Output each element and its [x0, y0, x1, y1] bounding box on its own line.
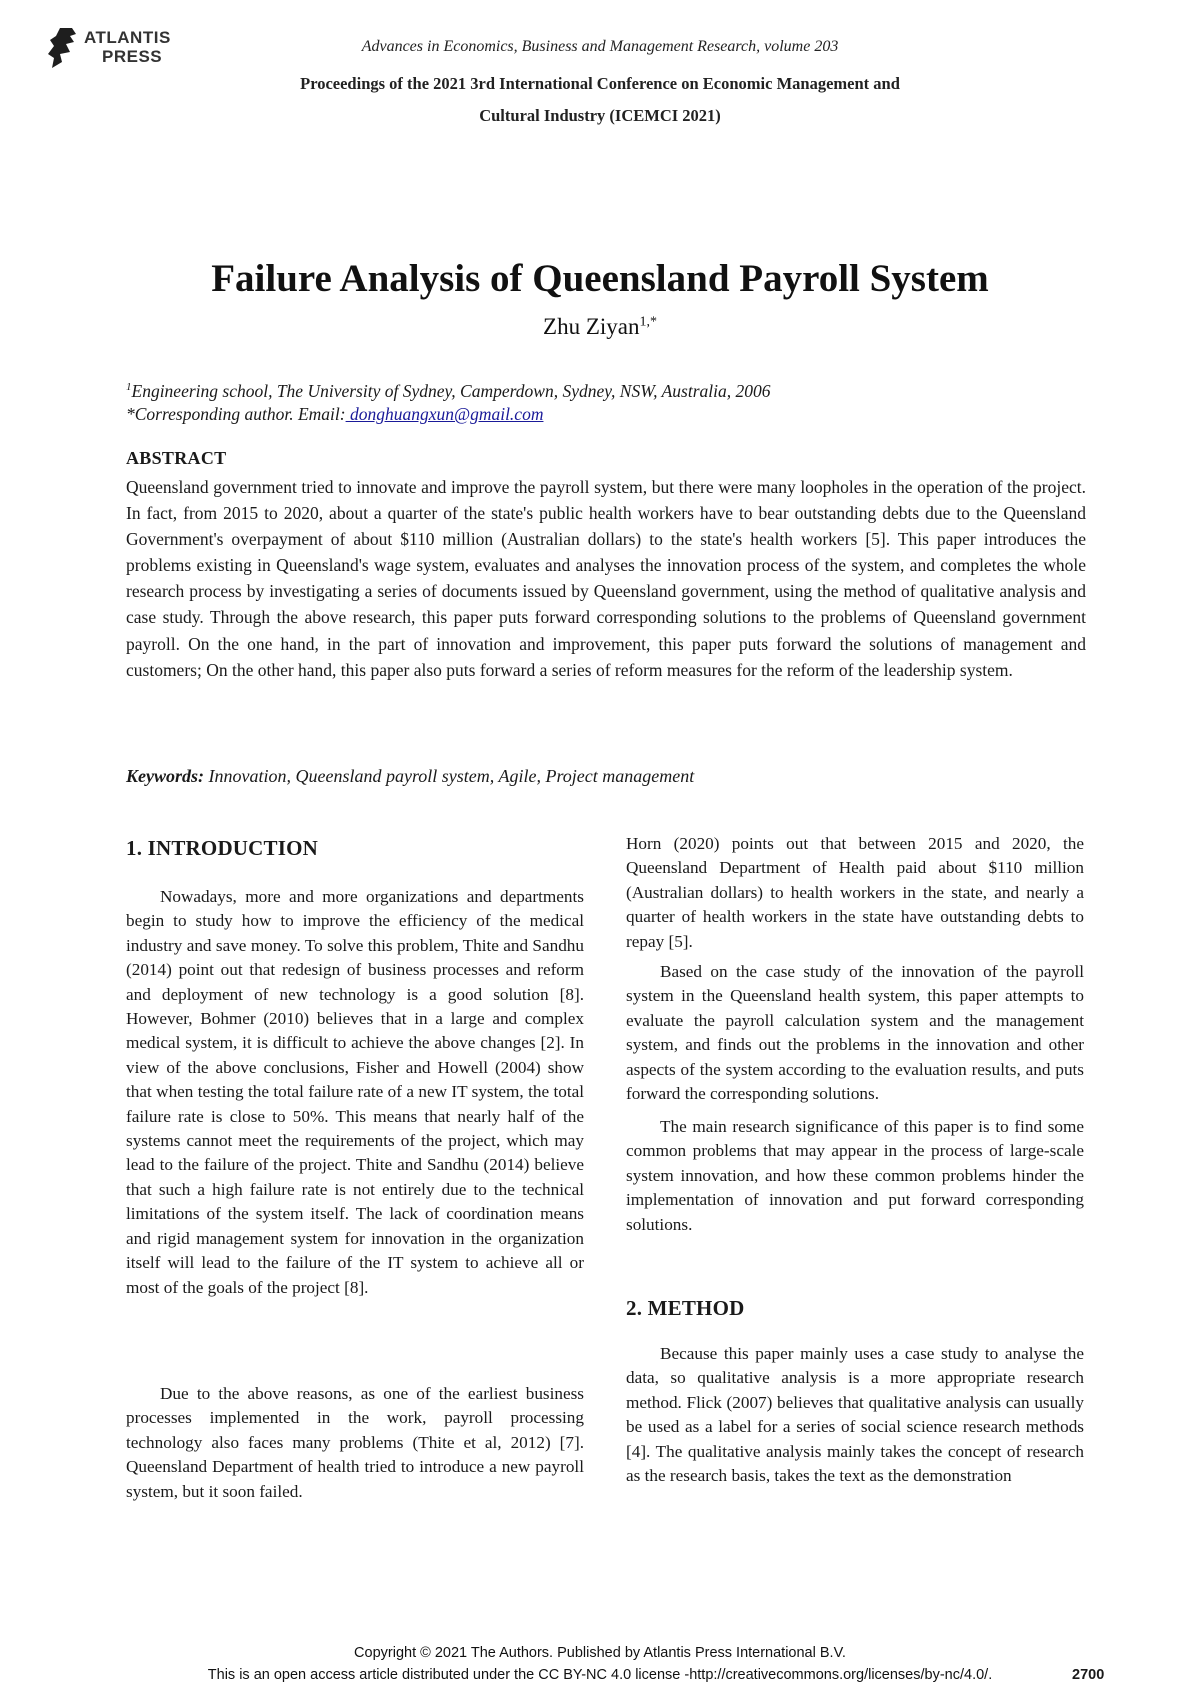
intro-paragraph-3	[626, 832, 1084, 954]
paragraph-text: Because this paper mainly uses a case study to analyse the data, so qualitative analysis is a more appropriate research method. Flick (2007) believes that qualitative analysis can usually be used as a label for a series of social science research methods [4]. The qualitative analysis mainly takes the concept of research as the research basis, takes the text as the demonstration	[626, 1344, 1084, 1486]
author-superscript: 1,*	[639, 314, 657, 330]
paper-title: Failure Analysis of Queensland Payroll System	[211, 257, 989, 300]
affiliation-block	[126, 376, 1086, 426]
page-number: 2700	[1072, 1667, 1105, 1683]
intro-paragraph-5	[626, 1115, 1084, 1237]
keywords-label: Keywords:	[126, 766, 204, 786]
paragraph-text: The main research significance of this paper is to find some common problems that may appear in the process of large-scale system innovation, and how these common problems hinder the implementation of innovation and put forward corresponding solutions.	[626, 1117, 1084, 1234]
paragraph-text: Due to the above reasons, as one of the earliest business processes implemented in the work, payroll processing technology also faces many problems (Thite et al, 2012) [7]. Queensland Department of health tried to introduce a new payroll system, but it soon failed.	[126, 1384, 584, 1501]
affiliation-text: Engineering school, The University of Sydney, Camperdown, Sydney, NSW, Australia, 2006	[131, 380, 771, 401]
section-heading-method: 2. METHOD	[626, 1296, 745, 1320]
proceedings-line2: Cultural Industry (ICEMCI 2021)	[479, 106, 721, 125]
corresponding-author	[126, 403, 1086, 426]
copyright-notice: Copyright © 2021 The Authors. Published by Atlantis Press International B.V.	[354, 1645, 846, 1661]
affiliation-superscript: 1	[126, 381, 132, 393]
logo-line1: ATLANTIS	[84, 28, 171, 47]
intro-paragraph-2	[126, 1382, 584, 1504]
publisher-logo	[46, 26, 196, 72]
proceedings-line1: Proceedings of the 2021 3rd International Conference on Economic Management and	[300, 74, 900, 93]
keywords-text: Innovation, Queensland payroll system, Agile, Project management	[204, 766, 695, 786]
email-link[interactable]: donghuangxun@gmail.com	[345, 403, 544, 424]
proceedings-title	[240, 68, 960, 132]
corresponding-label: *Corresponding author. Email:	[126, 403, 346, 424]
paragraph-text: Nowadays, more and more organizations and departments begin to study how to improve the efficiency of the medical industry and save money. To solve this problem, Thite and Sandhu (2014) point out that redesign of business processes and reform and deployment of new technology is a good solution [8]. However, Bohmer (2010) believes that in a large and complex medical system, it is difficult to achieve the above changes [2]. In view of the above conclusions, Fisher and Howell (2004) show that when testing the total failure rate of a new IT system, the total failure rate is close to 50%. This means that nearly half of the systems cannot meet the requirements of the project, which may lead to the failure of the project. Thite and Sandhu (2014) believe that such a high failure rate is not entirely due to the technical limitations of the system itself. The lack of coordination means and rigid management system for innovation in the organization itself will lead to the failure of the IT system to achieve all or most of the goals of the project [8].	[126, 887, 584, 1297]
intro-paragraph-4	[626, 960, 1084, 1106]
keywords-line	[126, 766, 1086, 787]
paragraph-text: Based on the case study of the innovation of the payroll system in the Queensland health system, this paper attempts to evaluate the payroll calculation system and the management system, and finds out the problems in the innovation and other aspects of the system according to the evaluation results, and puts forward the corresponding solutions.	[626, 962, 1084, 1104]
author-name: Zhu Ziyan	[543, 314, 640, 339]
abstract-heading: ABSTRACT	[126, 448, 227, 468]
atlantis-press-logo-icon	[46, 26, 80, 70]
method-paragraph-1	[626, 1342, 1084, 1488]
series-title: Advances in Economics, Business and Management Research, volume 203	[361, 38, 839, 55]
logo-line2: PRESS	[102, 47, 163, 66]
paragraph-text: Horn (2020) points out that between 2015 and 2020, the Queensland Department of Health paid about $110 million (Australian dollars) to health workers in the state, and nearly a quarter of health workers in the state have outstanding debts to repay [5].	[626, 834, 1084, 951]
author-line	[0, 314, 1200, 340]
abstract-body: Queensland government tried to innovate and improve the payroll system, but there were many loopholes in the operation of the project. In fact, from 2015 to 2020, about a quarter of the state's public health workers have to bear outstanding debts due to the Queensland Government's overpayment of about $110 million (Australian dollars) to the state's health workers [5]. This paper introduces the problems existing in Queensland's wage system, evaluates and analyses the innovation process of the system, and completes the whole research process by investigating a series of documents issued by Queensland government, using the method of qualitative analysis and case study. Through the above research, this paper puts forward corresponding solutions to the problems of Queensland government payroll. On the one hand, in the part of innovation and improvement, this paper puts forward the solutions of management and customers; On the other hand, this paper also puts forward a series of reform measures for the reform of the leadership system.	[126, 477, 1086, 680]
license-notice: This is an open access article distributed under the CC BY-NC 4.0 license -http://creativecommons.org/licenses/by-nc/4.0/.	[207, 1667, 993, 1683]
intro-paragraph-1	[126, 885, 584, 1300]
affiliation	[126, 376, 1086, 403]
logo-wordmark	[84, 28, 171, 66]
section-heading-introduction: 1. INTRODUCTION	[126, 836, 319, 860]
